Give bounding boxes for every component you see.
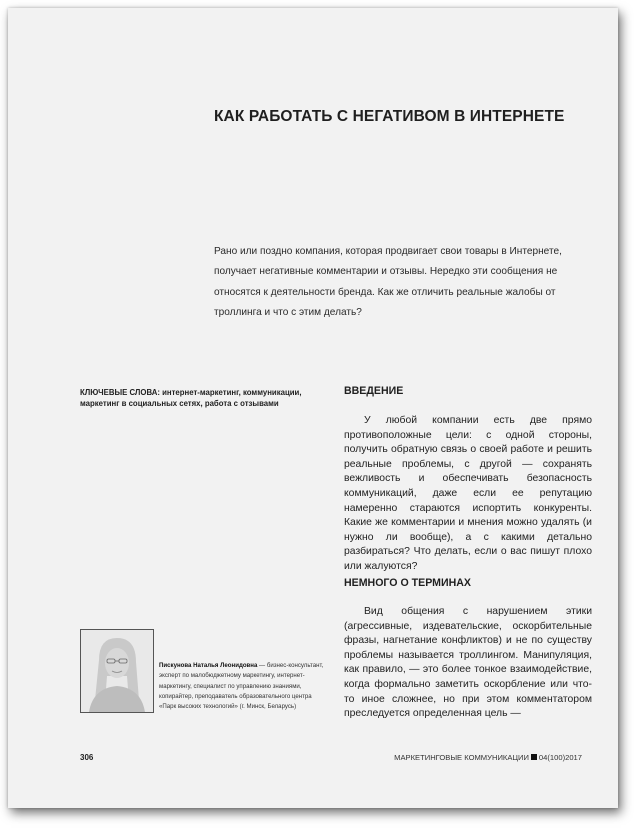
keywords: КЛЮЧЕВЫЕ СЛОВА: интернет-маркетинг, коммуникации, маркетинг в социальных сетях, работа с отзывами [80, 388, 302, 408]
journal-name: МАРКЕТИНГОВЫЕ КОММУНИКАЦИИ [394, 753, 529, 762]
author-portrait-image [81, 630, 153, 712]
section-heading-intro: ВВЕДЕНИЕ [344, 385, 404, 397]
author-bio [159, 661, 324, 712]
author-description: — бизнес-консультант, эксперт по малобюджетному маркетингу, интернет-маркетингу, специалист по управлению знаниями, копирайтер, преподаватель образовательного центра «Парк высоких технологий» (г. Минск, Беларусь) [159, 662, 324, 711]
magazine-page [8, 8, 618, 808]
section-body-terms [344, 605, 592, 722]
article-lead [214, 242, 589, 323]
section-heading-terms: НЕМНОГО О ТЕРМИНАХ [344, 577, 471, 589]
square-separator-icon [531, 754, 537, 760]
issue-number: 04(100)2017 [538, 753, 582, 762]
lead-paragraph: Рано или поздно компания, которая продвигает свои товары в Интернете, получает негативные комментарии и отзывы. Нередко эти сообщения не относятся к деятельности бренда. Как же отличить реальные жалобы от троллинга и что с этим делать? [214, 246, 562, 318]
running-footer [394, 753, 582, 762]
page-number: 306 [80, 753, 94, 762]
author-name: Пискунова Наталья Леонидовна [159, 662, 258, 669]
section-body-intro [344, 414, 592, 575]
intro-paragraph: У любой компании есть две прямо противоположные цели: с одной стороны, получить обратную связь о своей работе и решить реальные проблемы, с другой — сохранять вежливость и обеспечивать безопасность коммуникаций, даже если ее репутацию намеренно стараются испортить конкуренты. Какие же комментарии и мнения можно удалять (и нужно ли вообще), а с какими детально разбираться? Что делать, если о вас пишут плохо или жалуются? [344, 415, 592, 572]
terms-paragraph: Вид общения с нарушением этики (агрессивные, издевательские, оскорбительные фразы, нагнетание конфликтов) и не по существу проблемы называется троллингом. Манипуляция, как правило, — это более тонкое взаимодействие, когда формально заметить оскорбление или что-то иное сложнее, но при этом комментатором преследуется определенная цель — [344, 606, 592, 720]
article-title: КАК РАБОТАТЬ С НЕГАТИВОМ В ИНТЕРНЕТЕ [214, 108, 565, 125]
author-photo [80, 629, 154, 713]
